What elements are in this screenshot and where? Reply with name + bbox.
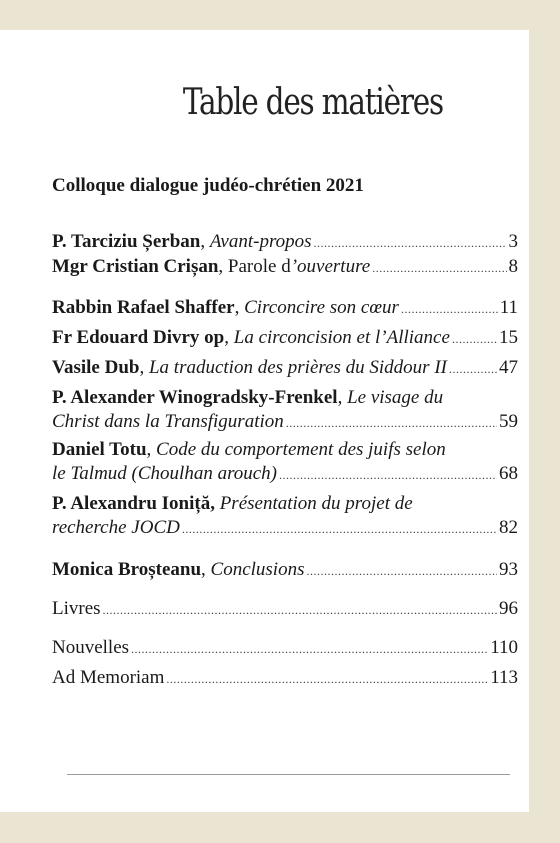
toc-author: Mgr Cristian Crișan (52, 256, 219, 277)
toc-author: Fr Edouard Divry op (52, 327, 225, 348)
toc-author: P. Alexander Winogradsky-Frenkel (52, 387, 338, 408)
toc-entry[interactable] (52, 296, 518, 320)
toc-separator: , (234, 297, 245, 318)
toc-title: ’ouverture (290, 256, 371, 277)
toc-author: Monica Broșteanu (52, 559, 202, 580)
toc-title: Livres (52, 598, 101, 619)
toc-separator: , (224, 327, 234, 348)
toc-title-plain: Parole d (227, 256, 291, 277)
toc-entry[interactable] (52, 356, 518, 380)
toc-entry[interactable] (52, 230, 518, 254)
toc-page-number: 93 (499, 559, 518, 580)
toc-entry[interactable] (52, 386, 518, 434)
section-heading: Colloque dialogue judéo-chrétien 2021 (52, 175, 364, 196)
toc-title: La traduction des prières du Siddour II (148, 357, 447, 378)
toc-title: La circoncision et l’Alliance (233, 327, 450, 348)
toc-title: Circoncire son cœur (244, 297, 399, 318)
toc-page-number: 59 (499, 411, 518, 432)
page-title: Table des matières (182, 82, 443, 123)
toc-title: Code du comportement des juifs selon (156, 439, 446, 460)
dot-leader (166, 667, 488, 691)
toc-separator: , (337, 387, 348, 408)
dot-leader (279, 463, 497, 487)
toc-entry[interactable] (52, 492, 518, 540)
toc-separator: , (200, 231, 210, 252)
dot-leader (306, 559, 497, 583)
toc-page-number: 113 (490, 667, 518, 688)
dot-leader (452, 327, 497, 351)
toc-separator: , (201, 559, 211, 580)
toc-page-number: 3 (508, 231, 518, 252)
toc-page-number: 110 (490, 637, 518, 658)
dot-leader (449, 357, 497, 381)
toc-author: Vasile Dub (52, 357, 140, 378)
dot-leader (401, 297, 498, 321)
toc-entry[interactable] (52, 666, 518, 690)
toc-page-number: 8 (508, 256, 518, 277)
toc-title: Le visage du (347, 387, 444, 408)
toc-title: Nouvelles (52, 637, 130, 658)
toc-entry[interactable] (52, 255, 518, 279)
toc-separator: , (139, 357, 149, 378)
toc-author: P. Alexandru Ioniță, (52, 493, 215, 514)
toc-title-continued: Christ dans la Transfiguration (52, 411, 284, 432)
toc-author: Daniel Totu (52, 439, 147, 460)
toc-entry[interactable] (52, 558, 518, 582)
toc-page-number: 68 (499, 463, 518, 484)
toc-page-number: 96 (499, 598, 518, 619)
toc-entry[interactable] (52, 636, 518, 660)
toc-title-continued: le Talmud (Choulhan arouch) (52, 463, 278, 484)
toc-entry[interactable] (52, 597, 518, 621)
toc-separator: , (146, 439, 157, 460)
dot-leader (286, 411, 497, 435)
toc-title: Présentation du projet de (219, 493, 413, 514)
toc-page-number: 82 (499, 517, 518, 538)
toc-entry[interactable] (52, 326, 518, 350)
toc-author: P. Tarciziu Șerban (52, 231, 201, 252)
toc-title: Conclusions (210, 559, 305, 580)
page-sheet (0, 30, 529, 812)
toc-page-number: 15 (499, 327, 518, 348)
toc-title: Ad Memoriam (52, 667, 165, 688)
dot-leader (131, 637, 488, 661)
dot-leader (372, 256, 506, 280)
toc-separator: , (218, 256, 228, 277)
dot-leader (182, 517, 497, 541)
dot-leader (103, 598, 497, 622)
toc-page-number: 11 (499, 297, 518, 318)
toc-title-continued: recherche JOCD (52, 517, 180, 538)
toc-author: Rabbin Rafael Shaffer (52, 297, 235, 318)
toc-entry[interactable] (52, 438, 518, 486)
toc-title: Avant-propos (209, 231, 312, 252)
toc-page-number: 47 (499, 357, 518, 378)
dot-leader (314, 231, 507, 255)
footer-divider (67, 774, 510, 775)
